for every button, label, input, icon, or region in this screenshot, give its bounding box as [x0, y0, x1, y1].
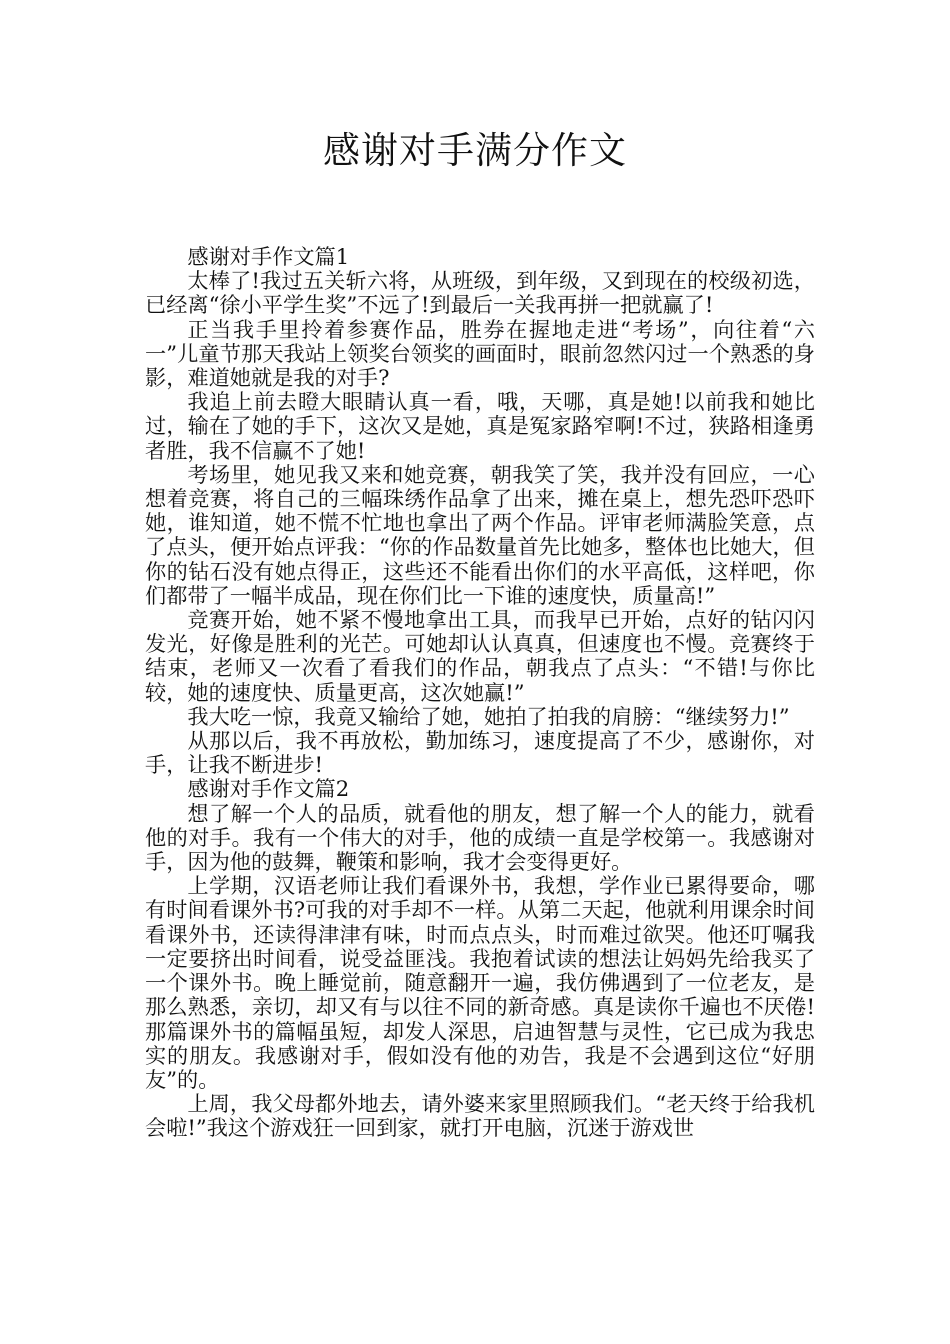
paragraph: 太棒了!我过五关斩六将，从班级，到年级，又到现在的校级初选，已经离“徐小平学生奖”不远了!到最后一关我再拼一把就赢了! [145, 268, 815, 318]
paragraph: 想了解一个人的品质，就看他的朋友，想了解一个人的能力，就看他的对手。我有一个伟大的对手，他的成绩一直是学校第一。我感谢对手，因为他的鼓舞，鞭策和影响，我才会变得更好。 [145, 800, 815, 875]
section-heading-1: 感谢对手作文篇1 [187, 244, 350, 269]
paragraph: 上周，我父母都外地去，请外婆来家里照顾我们。“老天终于给我机会啦!”我这个游戏狂一回到家，就打开电脑，沉迷于游戏世 [145, 1091, 815, 1141]
paragraph: 竞赛开始，她不紧不慢地拿出工具，而我早已开始，点好的钻闪闪发光，好像是胜利的光芒。可她却认认真真，但速度也不慢。竞赛终于结束，老师又一次看了看我们的作品，朝我点了点头：“不错!与你比较，她的速度快、质量更高，这次她赢!” [145, 607, 815, 705]
page-title: 感谢对手满分作文 [323, 129, 627, 172]
section-heading-2: 感谢对手作文篇2 [187, 776, 350, 802]
paragraph: 我追上前去瞪大眼睛认真一看，哦，天哪，真是她!以前我和她比过，输在了她的手下，这次又是她，真是冤家路窄啊!不过，狭路相逢勇者胜，我不信赢不了她! [145, 389, 815, 463]
document-body [145, 245, 815, 1141]
paragraph: 考场里，她见我又来和她竞赛，朝我笑了笑，我并没有回应，一心想着竞赛，将自己的三幅珠绣作品拿了出来，摊在桌上，想先恐吓恐吓她，谁知道，她不慌不忙地也拿出了两个作品。评审老师满脸笑意，点了点头，便开始点评我：“你的作品数量首先比她多，整体也比她大，但你的钻石没有她点得正，这些还不能看出你们的水平高低，这样吧，你们都带了一幅半成品，现在你们比一下谁的速度快，质量高!” [145, 461, 815, 608]
paragraph: 上学期，汉语老师让我们看课外书，我想，学作业已累得要命，哪有时间看课外书?可我的对手却不一样。从第二天起，他就利用课余时间看课外书，还读得津津有味，时而点点头，时而难过欲哭。他还叮嘱我一定要挤出时间看，说受益匪浅。我抱着试读的想法让妈妈先给我买了一个课外书。晚上睡觉前，随意翻开一遍，我仿佛遇到了一位老友，是那么熟悉，亲切，却又有与以往不同的新奇感。真是读你千遍也不厌倦!那篇课外书的篇幅虽短，却发人深思，启迪智慧与灵性，它已成为我忠实的朋友。我感谢对手，假如没有他的劝告，我是不会遇到这位“好朋友”的。 [145, 873, 815, 1092]
paragraph: 从那以后，我不再放松，勤加练习，速度提高了不少，感谢你，对手，让我不断进步! [145, 728, 815, 778]
paragraph: 我大吃一惊，我竟又输给了她，她拍了拍我的肩膀：“继续努力!” [187, 703, 790, 729]
paragraph: 正当我手里拎着参赛作品，胜券在握地走进“考场”，向往着“六一”儿童节那天我站上领奖台领奖的画面时，眼前忽然闪过一个熟悉的身影，难道她就是我的对手? [145, 316, 815, 391]
